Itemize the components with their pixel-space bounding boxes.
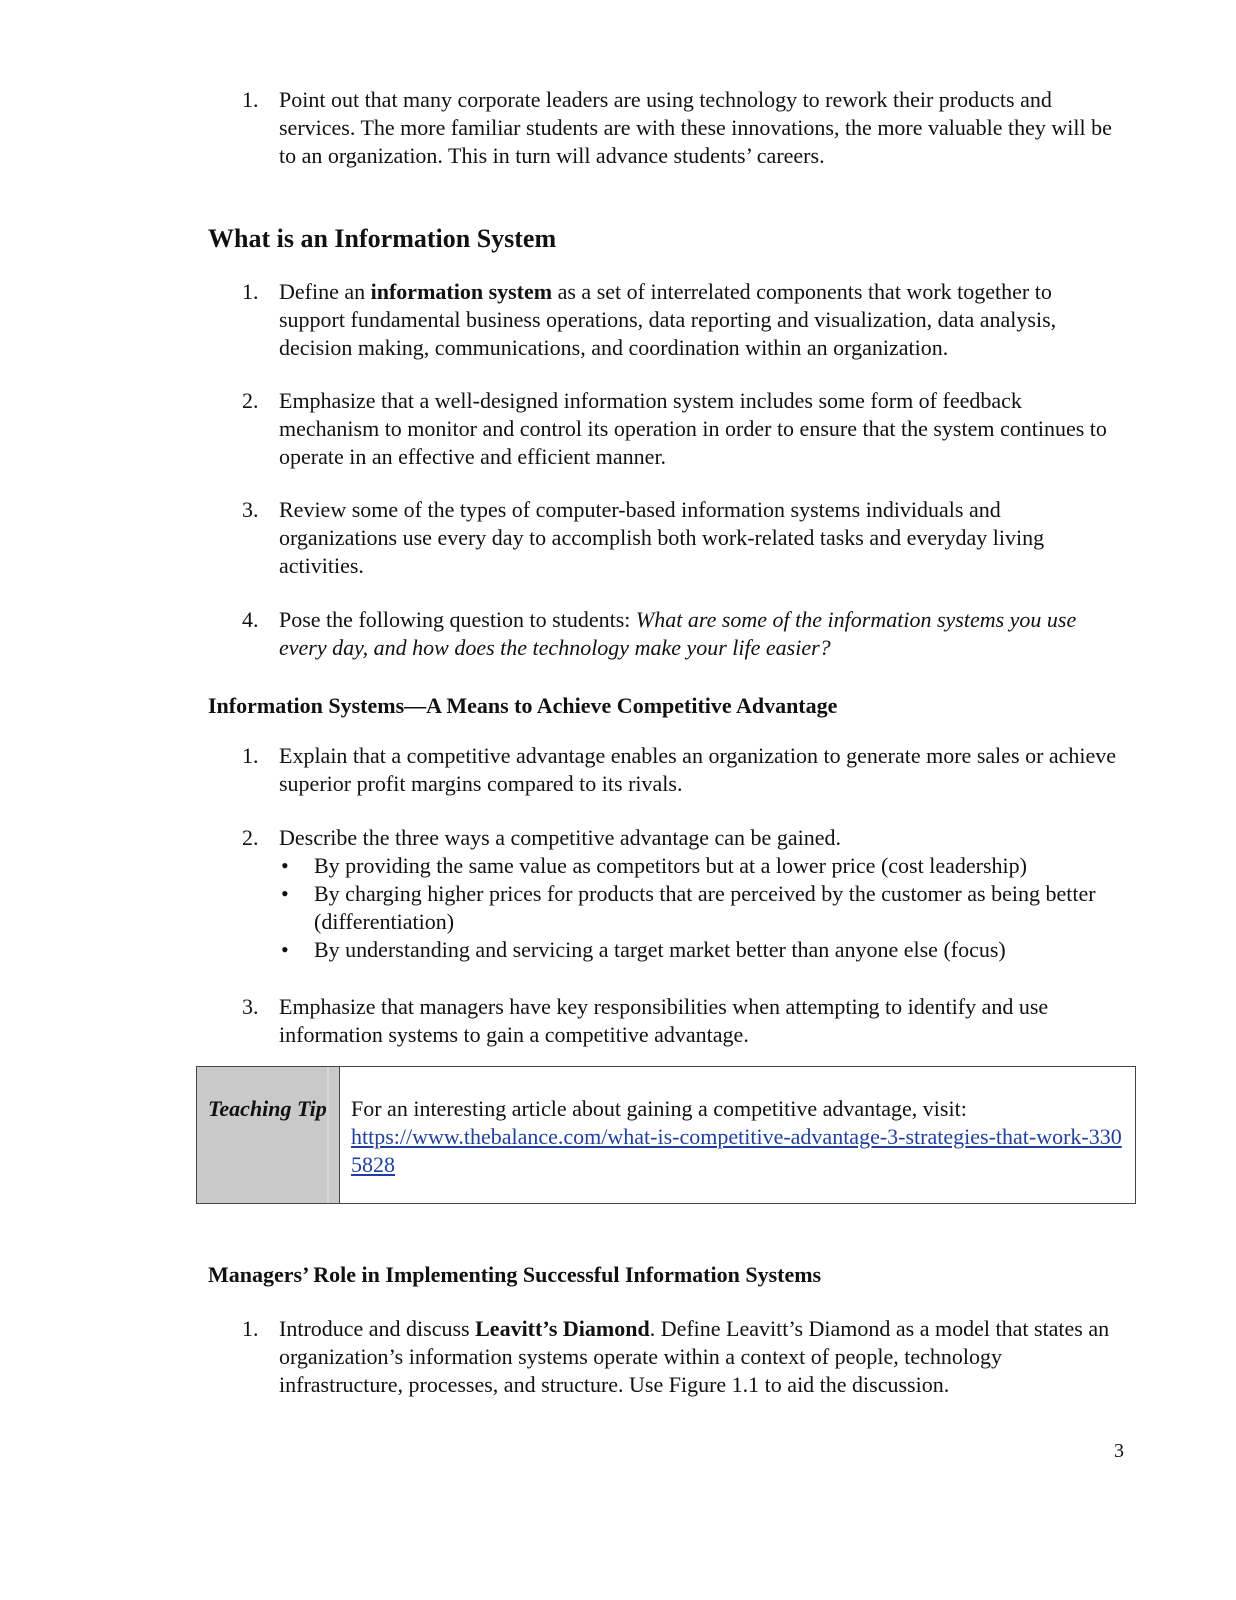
list-item — [242, 824, 1122, 964]
teaching-tip-link[interactable]: https://www.thebalance.com/what-is-competitive-advantage-3-strategies-that-work-3305828 — [351, 1124, 1122, 1177]
list-number: 1. — [242, 1316, 259, 1341]
list-item-text — [279, 606, 1122, 662]
list-number: 2. — [242, 825, 259, 850]
list-item — [242, 606, 1122, 662]
list-number: 1. — [242, 743, 259, 768]
bullet-item — [279, 852, 1122, 880]
bullet-icon: • — [281, 853, 289, 878]
list-number: 1. — [242, 279, 259, 304]
list-item — [242, 496, 1122, 580]
teaching-tip-body — [340, 1067, 1135, 1203]
teaching-tip-box — [196, 1066, 1136, 1204]
list-item-text: Explain that a competitive advantage enables an organization to generate more sales or achieve superior profit margins compared to its rivals. — [279, 743, 1117, 796]
list-number: 3. — [242, 994, 259, 1019]
bullet-icon: • — [281, 881, 289, 906]
list-item-text: Emphasize that managers have key responsibilities when attempting to identify and use information systems to gain a competitive advantage. — [279, 994, 1049, 1047]
bullet-text: By charging higher prices for products that are perceived by the customer as being better (differentiation) — [314, 881, 1096, 934]
list-item — [242, 1315, 1122, 1399]
list-number: 2. — [242, 388, 259, 413]
bullet-icon: • — [281, 937, 289, 962]
list-number: 3. — [242, 497, 259, 522]
list-item — [242, 387, 1122, 471]
bullet-list — [279, 852, 1122, 964]
page-number: 3 — [1114, 1440, 1124, 1462]
list-item — [242, 742, 1122, 798]
cell-shading — [327, 1067, 329, 1203]
list-item-text — [279, 278, 1122, 362]
section-heading-managers-role: Managers’ Role in Implementing Successful Information Systems — [208, 1262, 822, 1287]
text-run: Introduce and discuss — [279, 1316, 476, 1341]
list-number: 4. — [242, 607, 259, 632]
bullet-text: By understanding and servicing a target market better than anyone else (focus) — [314, 937, 1006, 962]
bullet-text: By providing the same value as competitors but at a lower price (cost leadership) — [314, 853, 1027, 878]
section-heading-competitive-advantage: Information Systems—A Means to Achieve Competitive Advantage — [208, 693, 838, 718]
list-item — [242, 278, 1122, 362]
list-item-text: Point out that many corporate leaders are using technology to rework their products and services. The more familiar students are with these innovations, the more valuable they will be to an organization. This in turn will advance students’ careers. — [279, 87, 1112, 168]
section-heading-information-system: What is an Information System — [208, 224, 557, 253]
bullet-item — [279, 936, 1122, 964]
list-item-lead: Describe the three ways a competitive advantage can be gained. — [279, 825, 841, 850]
list-item-text: Review some of the types of computer-based information systems individuals and organizations use every day to accomplish both work-related tasks and everyday living activities. — [279, 497, 1045, 578]
list-item-text — [279, 824, 1122, 964]
intro-list-item — [242, 86, 1122, 170]
text-run: . Define Leavitt’s Diamond as a model that states an organization’s information systems operate within a context of people, technology infrastructure, processes, and structure. Use Figure 1.1 to aid the discussion. — [279, 1316, 1110, 1397]
list-number: 1. — [242, 87, 259, 112]
bold-term: information system — [370, 279, 553, 304]
text-run: Pose the following question to students: — [279, 607, 636, 632]
list-item-text: Emphasize that a well-designed information system includes some form of feedback mechanism to monitor and control its operation in order to ensure that the system continues to operate in an effective and efficient manner. — [279, 388, 1107, 469]
text-run: Define an — [279, 279, 371, 304]
italic-question: What are some of the information systems you use every day, and how does the technology make your life easier? — [279, 607, 1077, 660]
teaching-tip-label: Teaching Tip — [208, 1096, 327, 1121]
text-run: as a set of interrelated components that work together to support fundamental business operations, data reporting and visualization, data analysis, decision making, communications, and coordination within an organization. — [279, 279, 1057, 360]
bullet-item — [279, 880, 1122, 936]
bold-term: Leavitt’s Diamond — [475, 1316, 650, 1341]
list-item — [242, 993, 1122, 1049]
teaching-tip-text: For an interesting article about gaining a competitive advantage, visit: — [351, 1096, 967, 1121]
teaching-tip-label-cell — [197, 1067, 340, 1203]
list-item-text — [279, 1315, 1122, 1399]
